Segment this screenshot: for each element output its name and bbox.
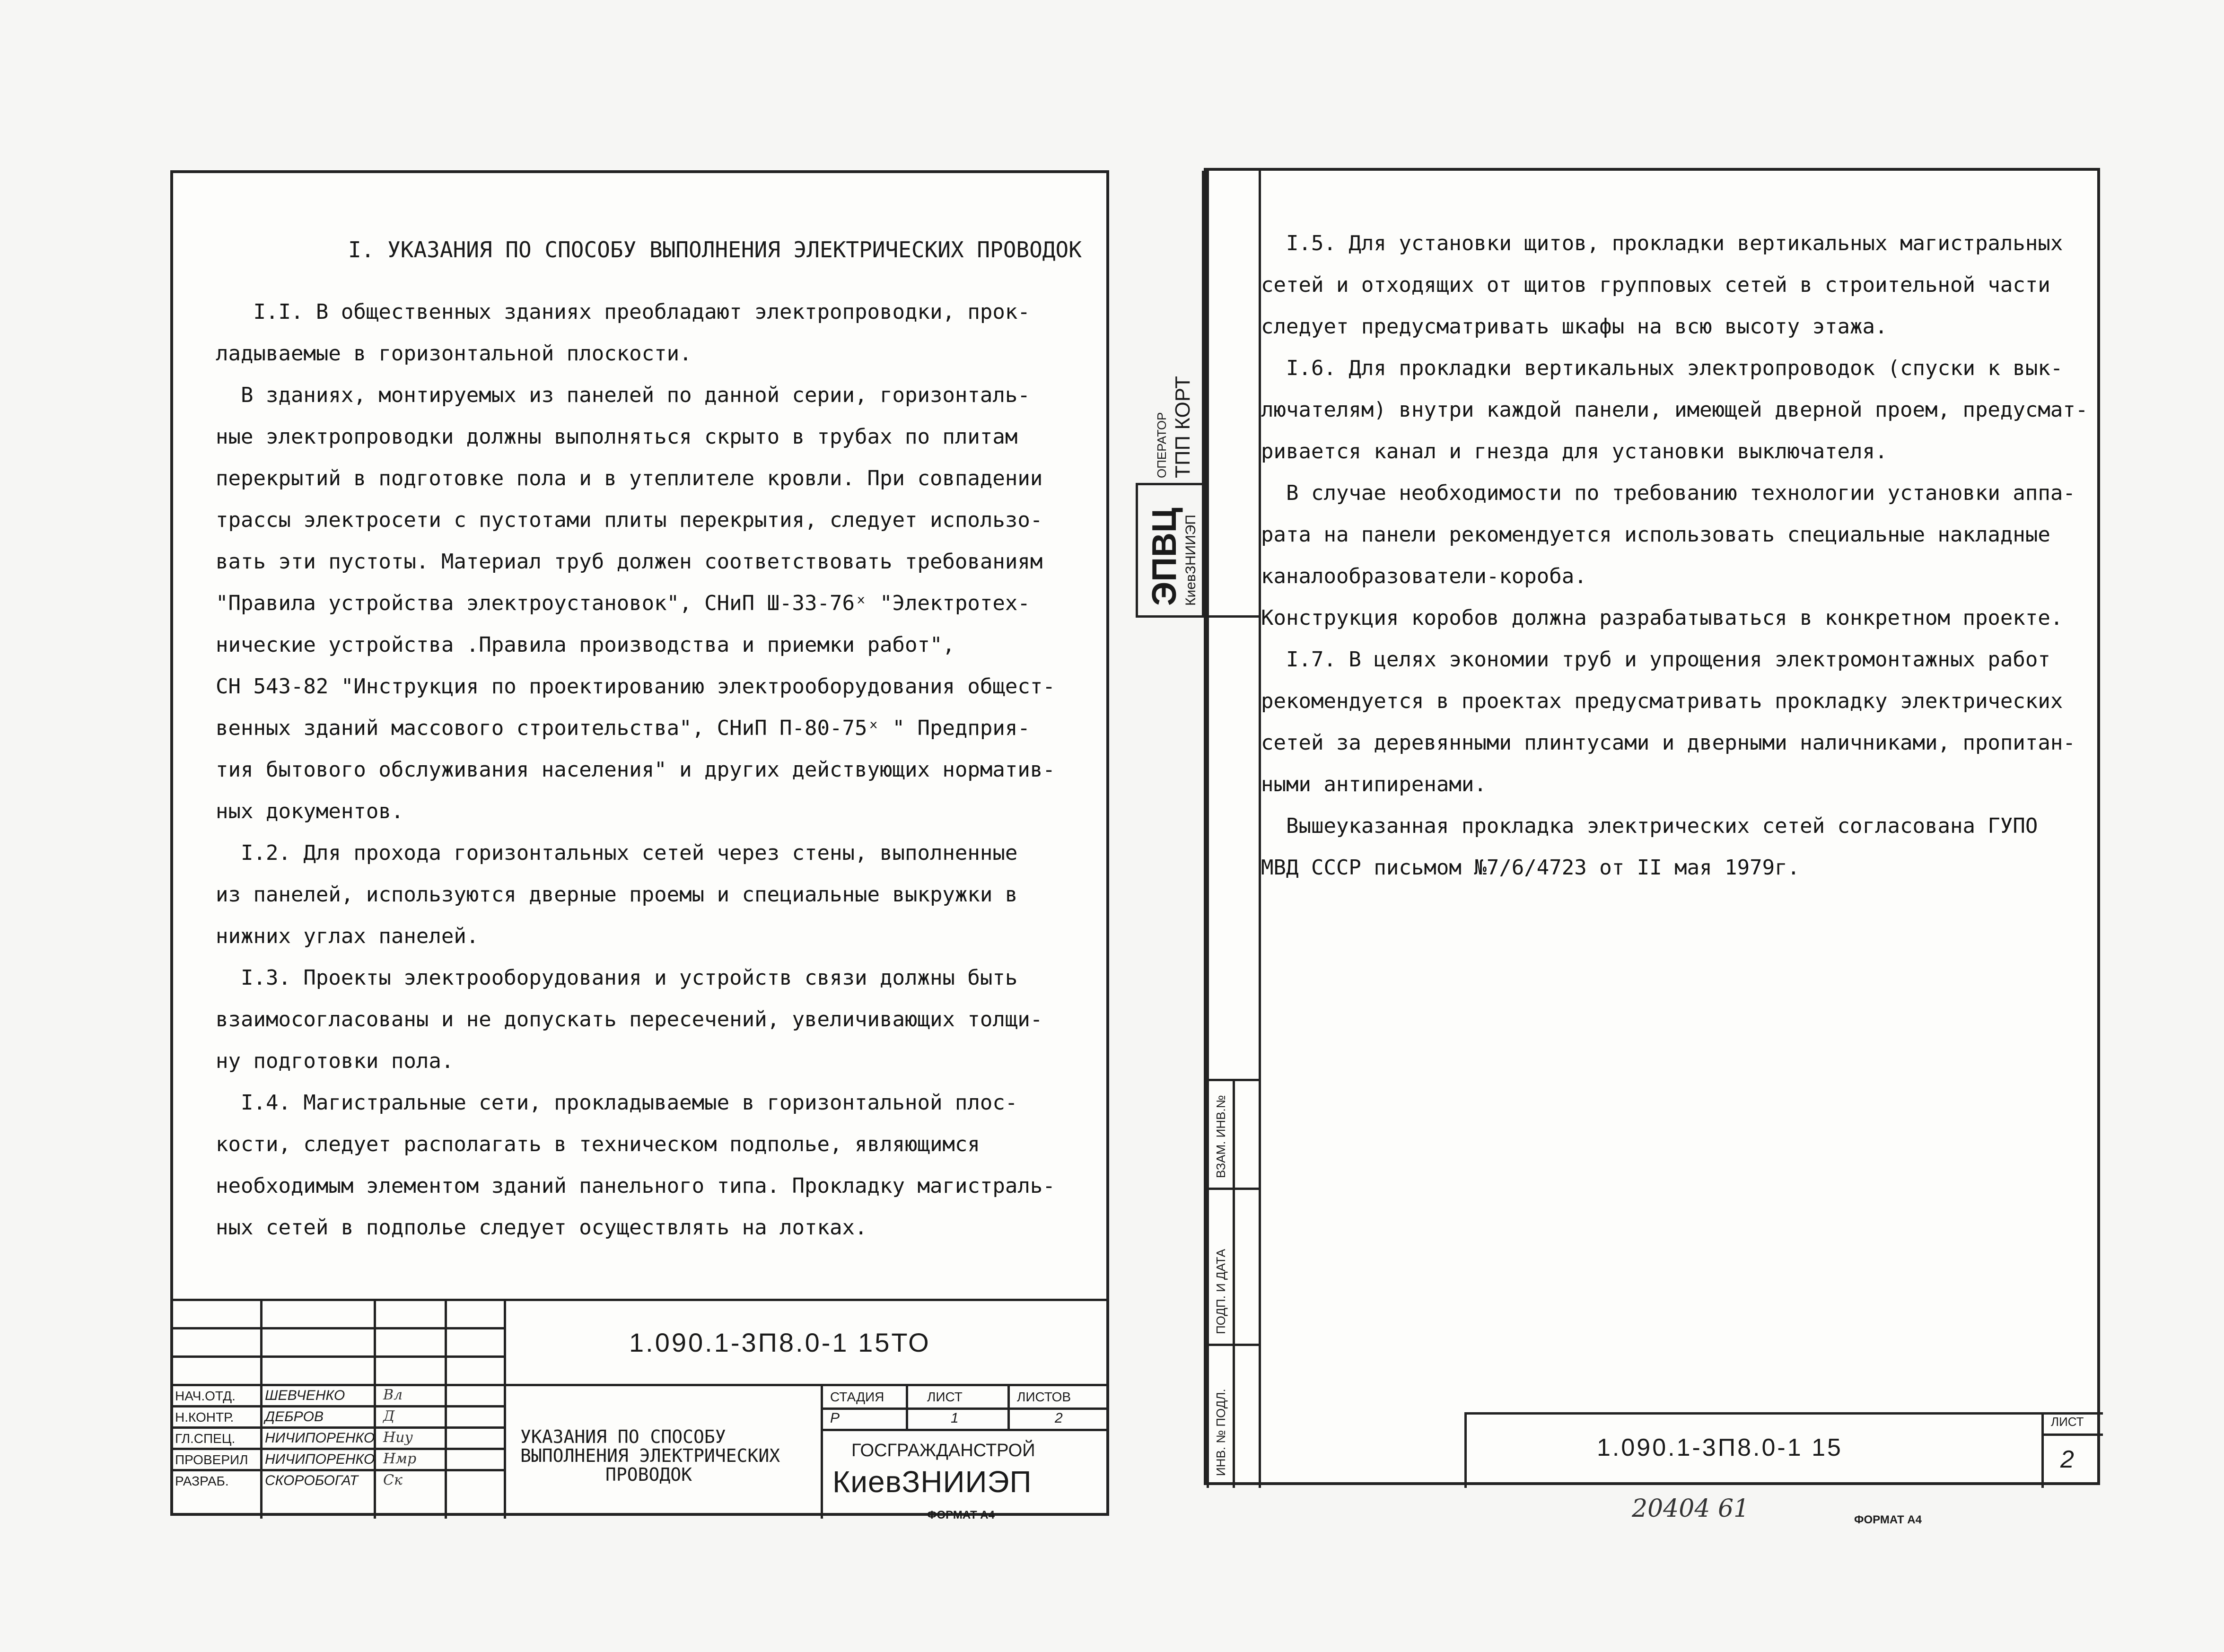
text-line: I.6. Для прокладки вертикальных электропроводок (спуски к вык- xyxy=(1261,356,2063,380)
epvc-label: ЭПВЦ xyxy=(1146,507,1183,606)
text-line: нические устройства .Правила производства и приемки работ", xyxy=(216,633,955,657)
text-line: из панелей, используются дверные проемы и специальные выкружки в xyxy=(216,883,1018,907)
role-2: ГЛ.СПЕЦ. xyxy=(175,1431,236,1446)
text-line: I.I. В общественных зданиях преобладают электропроводки, прок- xyxy=(216,300,1030,324)
stamp-title-line-1: УКАЗАНИЯ ПО СПОСОБУ xyxy=(520,1426,726,1447)
right-sheet-label: ЛИСТ xyxy=(2051,1415,2084,1429)
text-line: лючателям) внутри каждой панели, имеющей дверной проем, предусмат- xyxy=(1261,398,2088,422)
margin-label-signature-date: ПОДП. И ДАТА xyxy=(1214,1249,1228,1334)
text-line: трассы электросети с пустотами плиты перекрытия, следует использо- xyxy=(216,508,1043,532)
text-line: ными антипиренами. xyxy=(1261,772,1487,796)
text-line: следует предусматривать шкафы на всю высоту этажа. xyxy=(1261,315,1888,339)
side-stamp-org: КиевЗНИИЭП xyxy=(1183,515,1199,606)
text-line: I.7. В целях экономии труб и упрощения электромонтажных работ xyxy=(1261,647,2050,672)
signature-3: Нмр xyxy=(383,1451,417,1467)
text-line: "Правила устройства электроустановок", СНиП Ш-33-76ˣ "Электротех- xyxy=(216,591,1030,615)
text-line: В случае необходимости по требованию технологии установки аппа- xyxy=(1261,481,2075,505)
side-stamp xyxy=(1136,171,1259,615)
stage-label: СТАДИЯ xyxy=(830,1390,884,1404)
text-line: каналообразователи-короба. xyxy=(1261,564,1587,588)
margin-stamp xyxy=(1207,1079,1259,1488)
left-body-text xyxy=(216,291,1055,1249)
text-line: Конструкция коробов должна разрабатываться в конкретном проекте. xyxy=(1261,606,2063,630)
sheet-label: ЛИСТ xyxy=(927,1390,963,1404)
text-line: ных документов. xyxy=(216,799,404,823)
handwritten-note: 20404 61 xyxy=(1632,1495,1750,1523)
text-line: кости, следует располагать в техническом подполье, являющимся xyxy=(216,1132,980,1156)
text-line: Вышеуказанная прокладка электрических сетей согласована ГУПО xyxy=(1261,814,2038,838)
name-3: НИЧИПОРЕНКО xyxy=(265,1451,375,1467)
role-4: РАЗРАБ. xyxy=(175,1474,229,1488)
org-name-1: ГОСГРАЖДАНСТРОЙ xyxy=(851,1441,1035,1460)
text-line: I.2. Для прохода горизонтальных сетей через стены, выполненные xyxy=(216,841,1018,865)
stamp-title-line-3: ПРОВОДОК xyxy=(605,1464,692,1485)
text-line: ривается канал и гнезда для установки выключателя. xyxy=(1261,439,1888,463)
left-page xyxy=(170,170,1109,1516)
text-line: I.4. Магистральные сети, прокладываемые в горизонтальной плос- xyxy=(216,1091,1018,1115)
signature-2: Ниу xyxy=(383,1429,413,1446)
text-line: ные электропроводки должны выполняться скрыто в трубах по плитам xyxy=(216,425,1018,449)
section-heading: I. УКАЗАНИЯ ПО СПОСОБУ ВЫПОЛНЕНИЯ ЭЛЕКТРИЧЕСКИХ ПРОВОДОК xyxy=(348,237,1082,262)
stamp-title-line-2: ВЫПОЛНЕНИЯ ЭЛЕКТРИЧЕСКИХ xyxy=(520,1445,780,1466)
title-block xyxy=(170,1299,1109,1519)
operator-label: ОПЕРАТОР xyxy=(1155,412,1169,478)
text-line: ладываемые в горизонтальной плоскости. xyxy=(216,341,692,366)
text-line: взаимосогласованы и не допускать пересечений, увеличивающих толщи- xyxy=(216,1007,1043,1031)
text-line: сетей за деревянными плинтусами и дверными наличниками, пропитан- xyxy=(1261,731,2075,755)
margin-label-replace: ВЗАМ. ИНВ.№ xyxy=(1214,1095,1228,1178)
name-1: ДЕБРОВ xyxy=(265,1409,324,1425)
right-document-code: 1.090.1-3П8.0-1 15 xyxy=(1597,1434,1843,1461)
text-line: необходимым элементом зданий панельного типа. Прокладку магистраль- xyxy=(216,1174,1055,1198)
tpp-label: ТПП КОРТ xyxy=(1171,376,1194,478)
sheets-label: ЛИСТОВ xyxy=(1017,1390,1071,1404)
text-line: рата на панели рекомендуется использовать специальные накладные xyxy=(1261,523,2050,547)
text-line: СН 543-82 "Инструкция по проектированию электрооборудования общест- xyxy=(216,674,1055,699)
signature-4: Ск xyxy=(383,1472,403,1488)
name-0: ШЕВЧЕНКО xyxy=(265,1388,345,1403)
text-line: вать эти пустоты. Материал труб должен соответствовать требованиям xyxy=(216,550,1043,574)
name-4: СКОРОБОГАТ xyxy=(265,1473,359,1488)
right-body-text xyxy=(1261,223,2088,889)
signature-1: Д xyxy=(383,1408,395,1425)
text-line: ных сетей в подполье следует осуществлять на лотках. xyxy=(216,1215,867,1240)
stage-value: Р xyxy=(830,1410,840,1426)
right-page xyxy=(1146,168,2100,1485)
sheets-value: 2 xyxy=(1055,1410,1063,1426)
right-sheet-value: 2 xyxy=(2060,1446,2074,1473)
text-line: нижних углах панелей. xyxy=(216,924,479,948)
text-line: рекомендуется в проектах предусматривать прокладку электрических xyxy=(1261,689,2063,713)
text-line: сетей и отходящих от щитов групповых сетей в строительной части xyxy=(1261,273,2050,297)
right-title-block xyxy=(1464,1412,2103,1488)
text-line: I.3. Проекты электрооборудования и устройств связи должны быть xyxy=(216,966,1018,990)
document-code: 1.090.1-3П8.0-1 15ТО xyxy=(629,1328,931,1357)
text-line: ну подготовки пола. xyxy=(216,1049,454,1073)
signature-0: Вл xyxy=(383,1387,403,1403)
org-name-2: КиевЗНИИЭП xyxy=(832,1465,1032,1499)
role-0: НАЧ.ОТД. xyxy=(175,1389,236,1403)
margin-label-original: ИНВ. № ПОДЛ. xyxy=(1214,1389,1228,1476)
left-format-label: ФОРМАТ А4 xyxy=(927,1509,995,1521)
text-line: В зданиях, монтируемых из панелей по данной серии, горизонталь- xyxy=(216,383,1030,407)
sheet-value: 1 xyxy=(951,1410,959,1426)
right-format-label: ФОРМАТ А4 xyxy=(1854,1513,1922,1526)
text-line: перекрытий в подготовке пола и в утеплителе кровли. При совпадении xyxy=(216,466,1043,490)
text-line: тия бытового обслуживания населения" и других действующих норматив- xyxy=(216,758,1055,782)
role-3: ПРОВЕРИЛ xyxy=(175,1452,248,1467)
text-line: I.5. Для установки щитов, прокладки вертикальных магистральных xyxy=(1261,231,2063,255)
name-2: НИЧИПОРЕНКО xyxy=(265,1430,375,1446)
role-1: Н.КОНТР. xyxy=(175,1410,234,1425)
text-line: венных зданий массового строительства", СНиП П-80-75ˣ " Предприя- xyxy=(216,716,1030,740)
text-line: МВД СССР письмом №7/6/4723 от II мая 1979г. xyxy=(1261,856,1800,880)
